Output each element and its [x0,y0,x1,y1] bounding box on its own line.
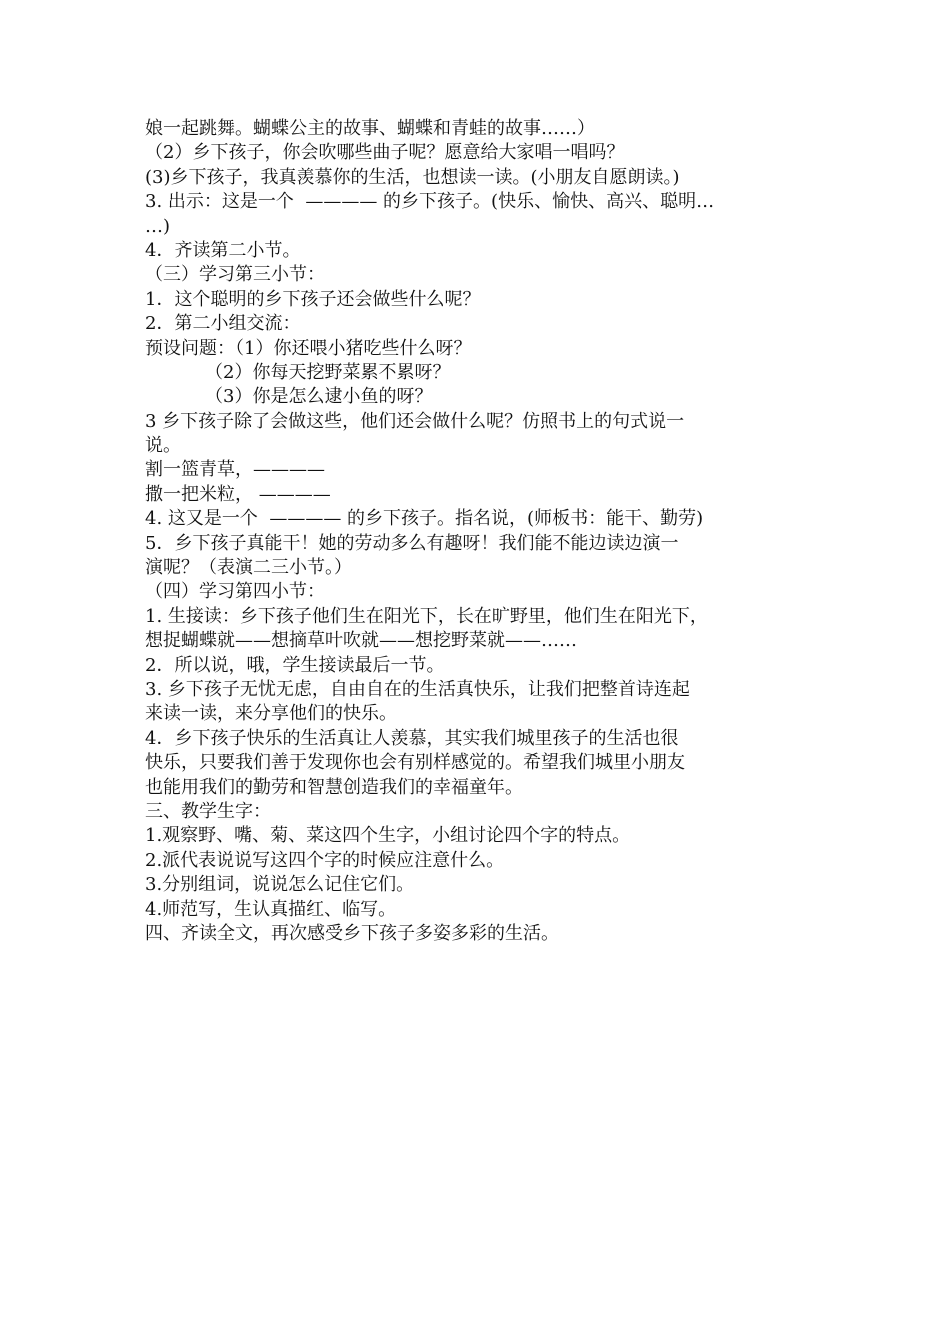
text-line: 1. 生接读：乡下孩子他们生在阳光下，长在旷野里，他们生在阳光下， [145,605,708,627]
text-line: （3）你是怎么逮小鱼的呀？ [205,386,433,408]
text-line: 4. 这又是一个 ———— 的乡下孩子。指名说，(师板书：能干、勤劳) [145,508,704,530]
text-line: 3 乡下孩子除了会做这些，他们还会做什么呢？仿照书上的句式说一 [145,410,685,432]
text-line: 1．这个聪明的乡下孩子还会做些什么呢？ [145,288,481,310]
text-line: （2）乡下孩子，你会吹哪些曲子呢？愿意给大家唱一唱吗？ [145,142,625,164]
text-line: 4.师范写，生认真描红、临写。 [145,898,397,920]
text-line: 割一篮青草，———— [145,459,325,481]
text-line: 预设问题：（1）你还喂小猪吃些什么呀？ [145,337,472,359]
text-line: 5．乡下孩子真能干！她的劳动多么有趣呀！我们能不能边读边演一 [145,532,679,554]
text-line: 来读一读，来分享他们的快乐。 [145,703,397,725]
text-line: 撒一把米粒， ———— [145,483,331,505]
text-line: 2．所以说，哦，学生接读最后一节。 [145,654,445,676]
section-heading: （三）学习第三小节： [145,264,325,286]
text-line: 想捉蝴蝶就——想摘草叶吹就——想挖野菜就——…… [145,630,577,652]
text-line: 4．乡下孩子快乐的生活真让人羡慕，其实我们城里孩子的生活也很 [145,727,679,749]
text-line: 3. 出示：这是一个 ———— 的乡下孩子。(快乐、愉快、高兴、聪明… [145,191,715,213]
text-line: 快乐，只要我们善于发现你也会有别样感觉的。希望我们城里小朋友 [145,752,685,774]
text-line: 2．第二小组交流： [145,313,301,335]
text-line: (3)乡下孩子，我真羡慕你的生活，也想读一读。(小朋友自愿朗读。) [145,166,680,188]
document-body [145,117,815,946]
text-line: 4．齐读第二小节。 [145,239,301,261]
text-line: 3.分别组词，说说怎么记住它们。 [145,874,415,896]
text-line: 娘一起跳舞。蝴蝶公主的故事、蝴蝶和青蛙的故事……） [145,118,595,139]
text-line: …) [145,215,171,237]
text-line: 说。 [145,435,181,457]
text-line: 1.观察野、嘴、菊、菜这四个生字，小组讨论四个字的特点。 [145,825,631,847]
text-line: 2.派代表说说写这四个字的时候应注意什么。 [145,849,505,871]
text-line: 演呢？（表演二三小节。） [145,557,352,579]
text-line: （2）你每天挖野菜累不累呀？ [205,361,451,383]
section-heading: （四）学习第四小节： [145,581,325,603]
section-heading: 三、教学生字： [145,800,271,822]
text-line: 3. 乡下孩子无忧无虑，自由自在的生活真快乐，让我们把整首诗连起 [145,678,690,700]
section-heading: 四、齐读全文，再次感受乡下孩子多姿多彩的生活。 [145,922,559,944]
text-line: 也能用我们的勤劳和智慧创造我们的幸福童年。 [145,776,523,798]
